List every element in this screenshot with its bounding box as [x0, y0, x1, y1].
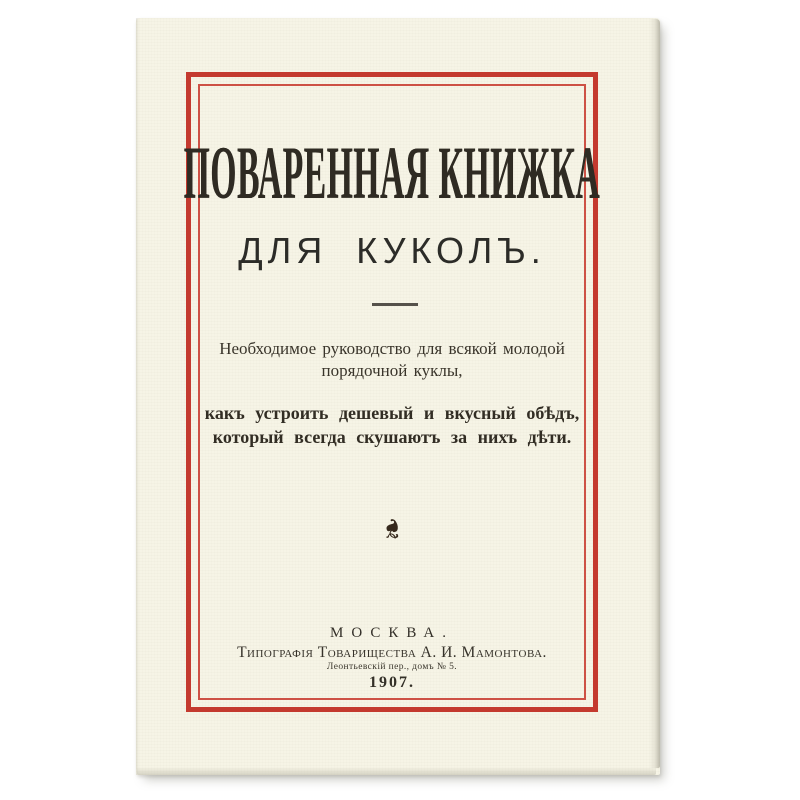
imprint-city: МОСКВА. — [329, 625, 454, 641]
book-cover — [136, 18, 660, 775]
fleuron-ornament — [186, 510, 598, 560]
imprint-address: Леонтьевскій пер., домъ № 5. — [326, 662, 458, 672]
clover-fleuron-icon: ❧ — [373, 515, 411, 543]
guidance-paragraph — [186, 338, 598, 382]
book-left-edge — [136, 18, 139, 775]
guidance-line-2: порядочной куклы, — [321, 361, 463, 380]
book-bottom-edge — [137, 767, 656, 775]
book-title — [183, 128, 601, 218]
promise-line-1: какъ устроить дешевый и вкусный обѣдъ, — [204, 403, 580, 423]
promise-paragraph — [186, 401, 598, 449]
guidance-line-1: Необходимое руководство для всякой молодой — [219, 339, 565, 358]
imprint-year: 1907. — [369, 674, 415, 691]
promise-line-2: который всегда скушаютъ за нихъ дѣти. — [212, 427, 572, 447]
book-title-text: ПОВАРЕННАЯ КНИЖКА — [183, 131, 601, 215]
section-divider-rule — [372, 303, 418, 306]
book-subtitle: ДЛЯ КУКОЛЪ. — [238, 230, 546, 271]
book-page-block-edge — [649, 19, 660, 768]
imprint-publisher: Типографія Товарищества А. И. Мамонтова. — [237, 644, 547, 661]
